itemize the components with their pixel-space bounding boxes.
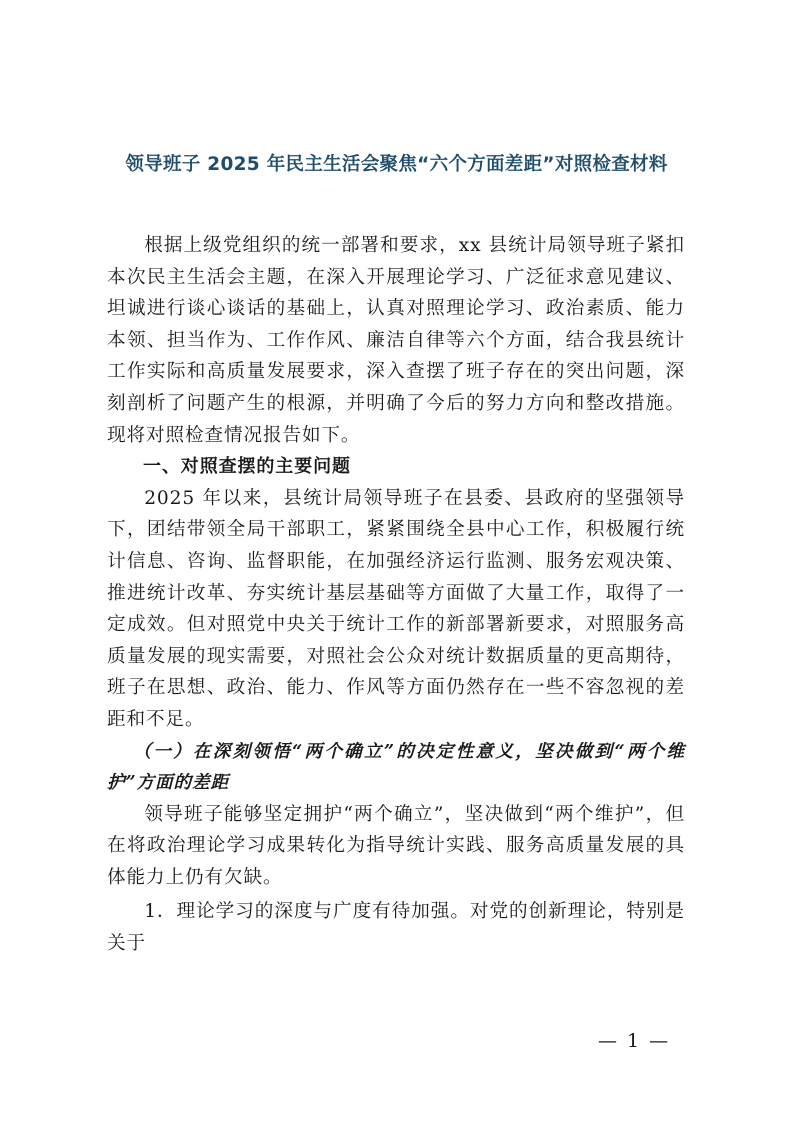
overview-paragraph: 2025 年以来，县统计局领导班子在县委、县政府的坚强领导下，团结带领全局干部职工，紧紧围绕全县中心工作，积极履行统计信息、咨询、监督职能，在加强经济运行监测、服务宏观决策、推进统计改革、夯实统计基层基础等方面做了大量工作，取得了一定成效。但对照党中央关于统计工作的新部署新要求，对照服务高质量发展的现实需要，对照社会公众对统计数据质量的更高期待，班子在思想、政治、能力、作风等方面仍然存在一些不容忽视的差距和不足。 [107,487,685,730]
subsection-paragraph: 领导班子能够坚定拥护“两个确立”，坚决做到“两个维护”，但在将政治理论学习成果转化为指导统计实践、服务高质量发展的具体能力上仍有欠缺。 [107,803,685,888]
numbered-item-1: 1．理论学习的深度与广度有待加强。对党的创新理论，特别是关于 [107,901,685,955]
page-number: — 1 — [598,1030,671,1052]
intro-paragraph: 根据上级党组织的统一部署和要求，xx 县统计局领导班子紧扣本次民主生活会主题，在深入开展理论学习、广泛征求意见建议、坦诚进行谈心谈话的基础上，认真对照理论学习、政治素质、能力本领、担当作为、工作作风、廉洁自律等六个方面，结合我县统计工作实际和高质量发展要求，深入查摆了班子存在的突出问题，深刻剖析了问题产生的根源，并明确了今后的努力方向和整改措施。现将对照检查情况报告如下。 [107,235,685,446]
section-heading-1: 一、对照查摆的主要问题 [143,456,351,478]
subsection-heading-1: （一）在深刻领悟“两个确立”的决定性意义，坚决做到“两个维护”方面的差距 [107,740,685,794]
document-title: 领导班子 2025 年民主生活会聚焦“六个方面差距”对照检查材料 [125,154,668,175]
document-body [107,230,685,960]
